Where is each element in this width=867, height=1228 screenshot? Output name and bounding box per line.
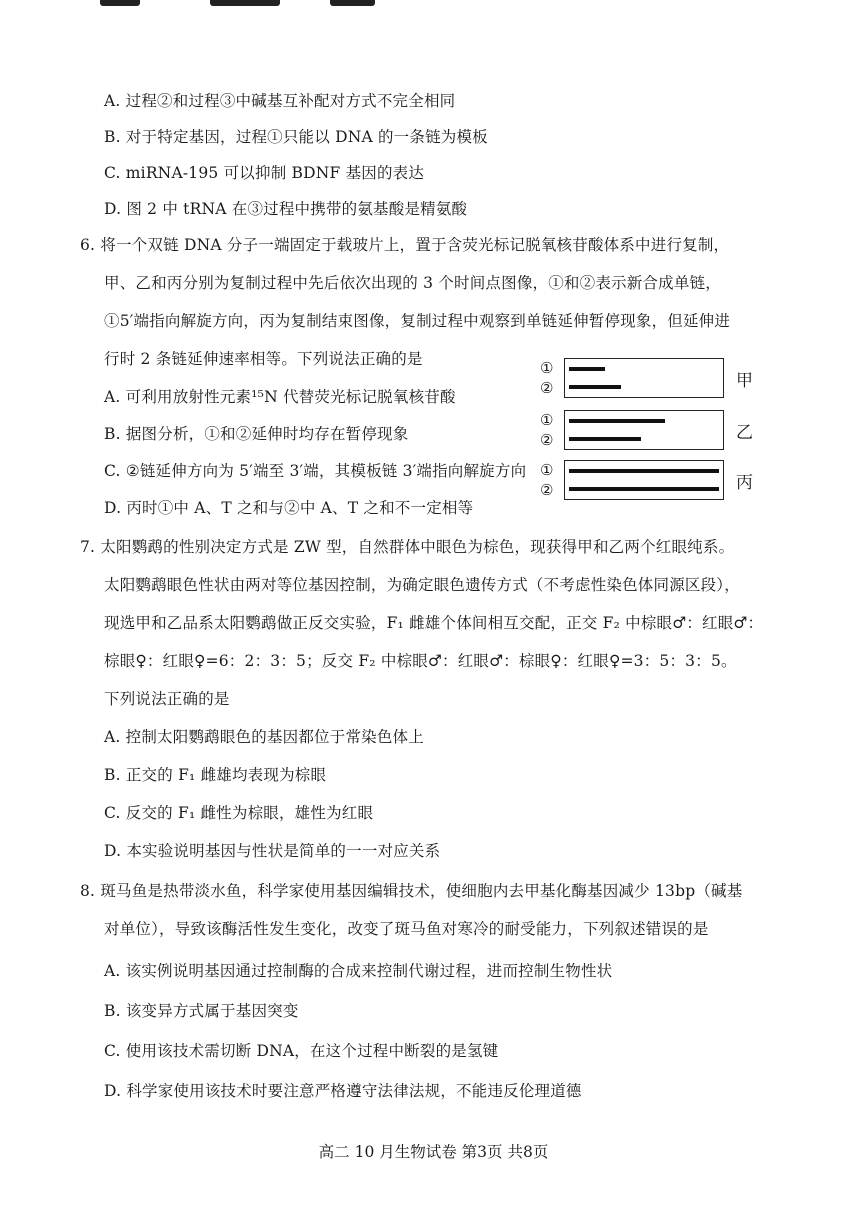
figure-box-bing — [564, 460, 724, 500]
q8-option-b: B. 该变异方式属于基因突变 — [104, 1002, 299, 1020]
cropped-mark — [100, 0, 140, 6]
q7-option-a: A. 控制太阳鹦鹉眼色的基因都位于常染色体上 — [104, 728, 424, 746]
strand-1-bar — [569, 367, 605, 371]
figure-box-jia — [564, 358, 724, 398]
q7-stem-2: 太阳鹦鹉眼色性状由两对等位基因控制，为确定眼色遗传方式（不考虑性染色体同源区段）， — [104, 576, 740, 594]
q6-option-a: A. 可利用放射性元素¹⁵N 代替荧光标记脱氧核苷酸 — [104, 388, 456, 406]
q5-option-b: B. 对于特定基因，过程①只能以 DNA 的一条链为模板 — [104, 128, 488, 146]
strand-1-bar — [569, 469, 719, 473]
q5-option-a: A. 过程②和过程③中碱基互补配对方式不完全相同 — [104, 92, 456, 110]
figure-label-bing: 丙 — [736, 473, 753, 493]
strand-1-bar — [569, 419, 665, 423]
q6-option-c: C. ②链延伸方向为 5′端至 3′端，其模板链 3′端指向解旋方向 — [104, 462, 527, 480]
strand-1-label: ① — [540, 461, 554, 479]
q7-stem-3: 现选甲和乙品系太阳鹦鹉做正反交实验，F₁ 雌雄个体间相互交配，正交 F₂ 中棕眼♂：红眼♂： — [104, 614, 764, 632]
q6-option-d: D. 丙时①中 A、T 之和与②中 A、T 之和不一定相等 — [104, 499, 474, 517]
q7-option-b: B. 正交的 F₁ 雌雄均表现为棕眼 — [104, 766, 327, 784]
strand-2-bar — [569, 385, 621, 389]
q5-option-c: C. miRNA-195 可以抑制 BDNF 基因的表达 — [104, 164, 425, 182]
strand-2-bar — [569, 487, 719, 491]
q6-stem-1: 6. 将一个双链 DNA 分子一端固定于载玻片上，置于含荧光标记脱氧核苷酸体系中进行复制， — [80, 236, 730, 254]
q7-stem-4: 棕眼♀：红眼♀=6：2：3：5；反交 F₂ 中棕眼♂：红眼♂：棕眼♀：红眼♀=3：5：3：5。 — [104, 652, 737, 670]
figure-box-yi — [564, 410, 724, 450]
q5-option-d: D. 图 2 中 tRNA 在③过程中携带的氨基酸是精氨酸 — [104, 200, 468, 218]
cropped-mark — [210, 0, 280, 6]
q8-stem-1: 8. 斑马鱼是热带淡水鱼，科学家使用基因编辑技术，使细胞内去甲基化酶基因减少 13bp（碱基 — [80, 882, 743, 900]
page-footer: 高二 10 月生物试卷 第3页 共8页 — [318, 1143, 549, 1161]
q6-option-b: B. 据图分析，①和②延伸时均存在暂停现象 — [104, 425, 409, 443]
strand-2-label: ② — [540, 379, 554, 397]
q7-stem-1: 7. 太阳鹦鹉的性别决定方式是 ZW 型，自然群体中眼色为棕色，现获得甲和乙两个红眼纯系。 — [80, 538, 735, 556]
q8-option-c: C. 使用该技术需切断 DNA，在这个过程中断裂的是氢键 — [104, 1042, 499, 1060]
q8-option-a: A. 该实例说明基因通过控制酶的合成来控制代谢过程，进而控制生物性状 — [104, 962, 613, 980]
q6-stem-3: ①5′端指向解旋方向，丙为复制结束图像，复制过程中观察到单链延伸暂停现象，但延伸进 — [104, 312, 731, 330]
strand-1-label: ① — [540, 359, 554, 377]
q6-stem-2: 甲、乙和丙分别为复制过程中先后依次出现的 3 个时间点图像，①和②表示新合成单链， — [104, 274, 721, 292]
q7-stem-5: 下列说法正确的是 — [104, 690, 230, 708]
q6-stem-4: 行时 2 条链延伸速率相等。下列说法正确的是 — [104, 350, 423, 368]
figure-label-jia: 甲 — [736, 371, 753, 391]
strand-1-label: ① — [540, 411, 554, 429]
strand-2-label: ② — [540, 481, 554, 499]
q8-stem-2: 对单位），导致该酶活性发生变化，改变了斑马鱼对寒冷的耐受能力，下列叙述错误的是 — [104, 920, 709, 938]
strand-2-bar — [569, 437, 641, 441]
figure-label-yi: 乙 — [736, 423, 753, 443]
cropped-mark — [330, 0, 375, 6]
strand-2-label: ② — [540, 431, 554, 449]
q7-option-d: D. 本实验说明基因与性状是简单的一一对应关系 — [104, 842, 441, 860]
q8-option-d: D. 科学家使用该技术时要注意严格遵守法律法规，不能违反伦理道德 — [104, 1082, 582, 1100]
q7-option-c: C. 反交的 F₁ 雌性为棕眼，雄性为红眼 — [104, 804, 374, 822]
